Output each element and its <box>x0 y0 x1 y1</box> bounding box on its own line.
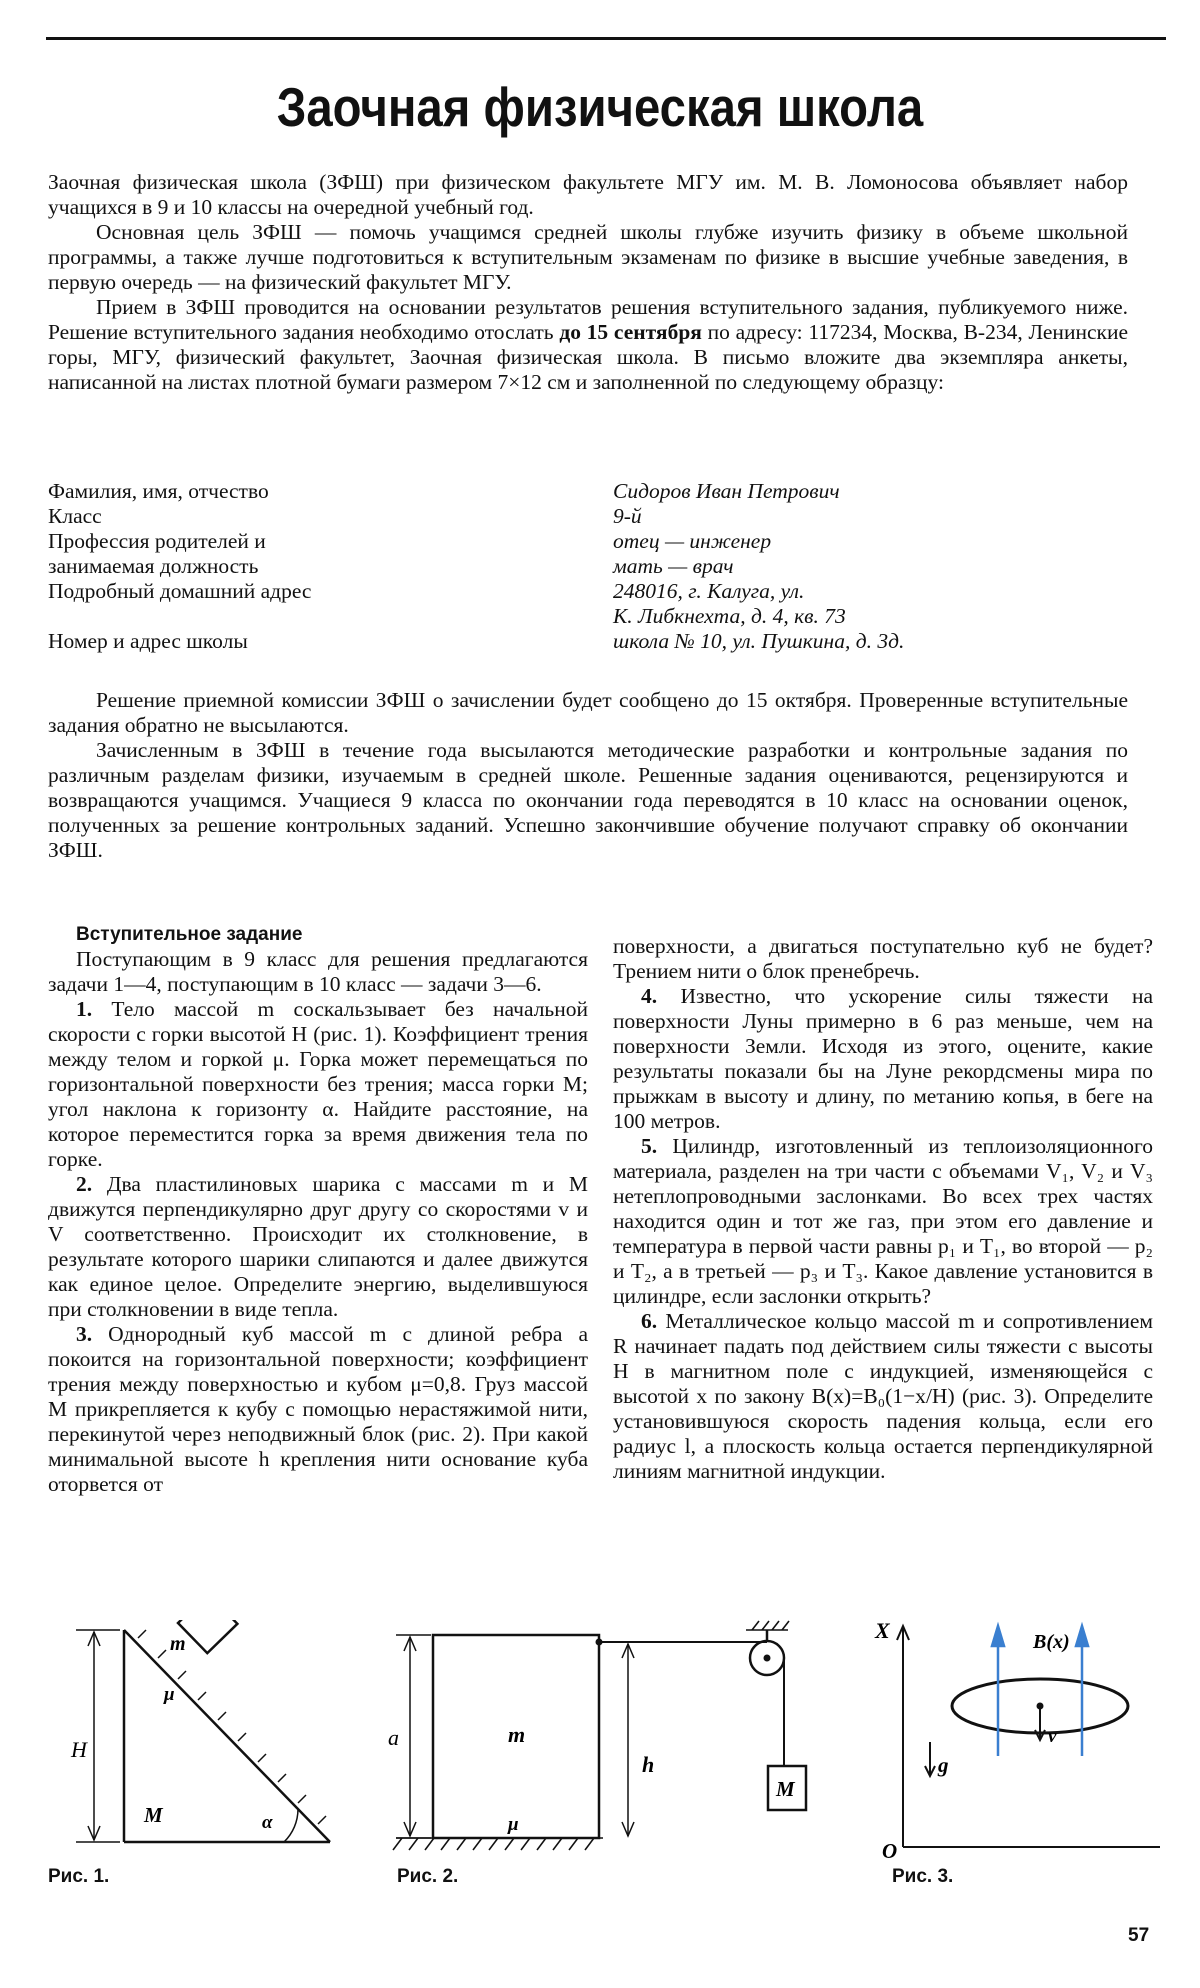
fig2-height-label: h <box>642 1752 655 1777</box>
form-label-parents: Профессия родителей и <box>48 529 266 553</box>
fig1-mass-label: m <box>170 1633 186 1655</box>
task-heading: Вступительное задание <box>76 924 303 945</box>
left-column <box>48 922 588 1497</box>
form-value-father: отец — инженер <box>613 529 772 553</box>
sample-form <box>48 479 1128 654</box>
fig2-friction-label: μ <box>508 1814 519 1835</box>
top-rule <box>46 37 1166 40</box>
fig1-angle-label: α <box>262 1812 273 1833</box>
problem-number: 2. <box>76 1172 93 1196</box>
intro-p3-text-a: Прием в ЗФШ проводится на основании результатов решения вступительного задания, публикуемого ниже. Решение вступительного задания необходимо отослать <box>48 295 1128 344</box>
page-number: 57 <box>1128 1925 1150 1946</box>
problem-text: Цилиндр, изготовленный из теплоизоляционного материала, разделен на три части с объемами V₁, V₂ и V₃ нетеплопроводными заслонками. Во всех трех частях находится один и тот же газ, при этом его давление и температура в первой части равны p₁ и T₁, во второй — p₂ и T₂, а в третьей — p₃ и T₃. Какое давление установится в цилиндре, если заслонки открыть? <box>613 1134 1153 1308</box>
figure-2-caption: Рис. 2. <box>397 1866 459 1887</box>
ring-center <box>1037 1703 1044 1710</box>
form-value-address-2: К. Либкнехта, д. 4, кв. 73 <box>613 604 846 628</box>
problem-number: 4. <box>641 984 658 1008</box>
problem-6 <box>613 1309 1153 1484</box>
problem-3 <box>48 1322 588 1497</box>
form-label-school: Номер и адрес школы <box>48 629 248 653</box>
problem-text: Тело массой m соскальзывает без начальной скорости с горки высотой H (рис. 1). Коэффициент трения между телом и горкой μ. Горка может перемещаться по горизонтальной поверхности без трения; масса горки M; угол наклона к горизонту α. Найдите расстояние, на которое переместится горка за время движения тела по горке. <box>48 997 589 1171</box>
problem-1 <box>48 997 588 1172</box>
figure-1-caption: Рис. 1. <box>48 1866 110 1887</box>
form-value-class: 9-й <box>613 504 642 528</box>
task-intro: Поступающим в 9 класс для решения предлагаются задачи 1—4, поступающим в 10 класс — задачи 3—6. <box>48 947 588 996</box>
figure-3-magnetic-ring <box>870 1600 1170 1862</box>
fig3-axis-x-label: X <box>875 1618 890 1643</box>
form-label-address: Подробный домашний адрес <box>48 579 312 603</box>
deadline-text: до 15 сентября <box>559 320 702 344</box>
form-value-address-1: 248016, г. Калуга, ул. <box>613 579 805 603</box>
intro-paragraph-3 <box>48 295 1128 395</box>
problem-text: Два пластилиновых шарика с массами m и M движутся перпендикулярно друг другу со скоростями v и V соответственно. Происходит их столкновение, в результате которого шарики слипаются и далее движутся как единое целое. Определите энергию, выделившуюся при столкновении в виде тепла. <box>48 1172 589 1321</box>
problem-number: 3. <box>76 1322 93 1346</box>
problem-number: 5. <box>641 1134 658 1158</box>
problem-number: 1. <box>76 997 93 1021</box>
form-label-name: Фамилия, имя, отчество <box>48 479 269 503</box>
fig1-height-label: H <box>71 1737 87 1762</box>
figure-3-caption: Рис. 3. <box>892 1866 954 1887</box>
intro-section <box>48 170 1128 395</box>
fig3-field-label: B(x) <box>1033 1631 1070 1653</box>
problem-text: Металлическое кольцо массой m и сопротивлением R начинает падать под действием силы тяжести с высоты H в магнитном поле с индукцией, изменяющейся с высотой x по закону B(x)=B₀(1−x/H) (рис. 3). Определите установившуюся скорость падения кольца, если его радиус l, а плоскость кольца остается перпендикулярной линиям магнитной индукции. <box>613 1309 1153 1483</box>
fig2-edge-label: a <box>388 1725 399 1750</box>
form-value-name: Сидоров Иван Петрович <box>613 479 840 503</box>
form-label-class: Класс <box>48 504 102 528</box>
intro-p3-text-b: по адресу: 117234, Москва, В-234, Ленинские горы, МГУ, физический факультет, Заочная физическая школа. В письмо вложите два экземпляра анкеты, написанной на листах плотной бумаги размером 7×12 см и заполненной по следующему образцу: <box>48 320 1128 394</box>
problem-4 <box>613 984 1153 1134</box>
figure-1-incline <box>48 1620 348 1855</box>
thread-attachment <box>596 1639 603 1646</box>
outro-paragraph-2: Зачисленным в ЗФШ в течение года высылаются методические разработки и контрольные задания по различным разделам физики, изучаемым в средней школе. Решенные задания оцениваются, рецензируются и возвращаются учащимся. Учащиеся 9 класса по окончании года переводятся в 10 класс на основании оценок, полученных за решение контрольных заданий. Успешно закончившие обучение получают справку об окончании ЗФШ. <box>48 738 1128 862</box>
fig1-friction-label: μ <box>164 1684 175 1705</box>
form-label-position: занимаемая должность <box>48 554 259 578</box>
intro-paragraph-1: Заочная физическая школа (ЗФШ) при физическом факультете МГУ им. М. В. Ломоносова объявляет набор учащихся в 9 и 10 классы на очередной учебный год. <box>48 170 1128 219</box>
problem-3-continued: поверхности, а двигаться поступательно куб не будет? Трением нити о блок пренебречь. <box>613 934 1153 983</box>
right-column <box>613 934 1153 1484</box>
pulley-axle <box>764 1655 771 1662</box>
problem-2 <box>48 1172 588 1322</box>
page-title: Заочная физическая школа <box>276 76 924 138</box>
fig3-gravity-label: g <box>938 1753 949 1777</box>
fig2-load-mass-label: M <box>776 1777 795 1801</box>
fig3-origin-label: O <box>882 1839 898 1862</box>
outro-paragraph-1: Решение приемной комиссии ЗФШ о зачислении будет сообщено до 15 октября. Проверенные вступительные задания обратно не высылаются. <box>48 688 1128 737</box>
intro-paragraph-2: Основная цель ЗФШ — помочь учащимся средней школы глубже изучить физику в объеме школьной программы, а также лучше подготовиться к вступительным экзаменам по физике в высшие учебные заведения, в первую очередь — на физический факультет МГУ. <box>48 220 1128 294</box>
outro-section <box>48 688 1128 863</box>
problem-text: Известно, что ускорение силы тяжести на поверхности Луны примерно в 6 раз меньше, чем на поверхности Земли. Исходя из этого, оцените, какие результаты показали бы на Луне рекордсмены мира по прыжкам в высоту и длину, по метанию копья, в беге на 100 метров. <box>613 984 1154 1133</box>
fig3-velocity-label: v <box>1048 1726 1057 1747</box>
form-value-mother: мать — врач <box>613 554 734 578</box>
problem-5 <box>613 1134 1153 1309</box>
fig1-slope-mass-label: M <box>144 1803 163 1827</box>
figure-2-cube-pulley <box>388 1620 828 1865</box>
problem-text: Однородный куб массой m с длиной ребра a покоится на горизонтальной поверхности; коэффициент трения между поверхностью и кубом μ=0,8. Груз массой M прикрепляется к кубу с помощью нерастяжимой нити, перекинутой через неподвижный блок (рис. 2). При какой минимальной высоте h крепления нити основание куба оторвется от <box>48 1322 588 1496</box>
fig2-cube-mass-label: m <box>508 1722 526 1747</box>
form-value-school: школа № 10, ул. Пушкина, д. 3д. <box>613 629 905 653</box>
problem-number: 6. <box>641 1309 658 1333</box>
